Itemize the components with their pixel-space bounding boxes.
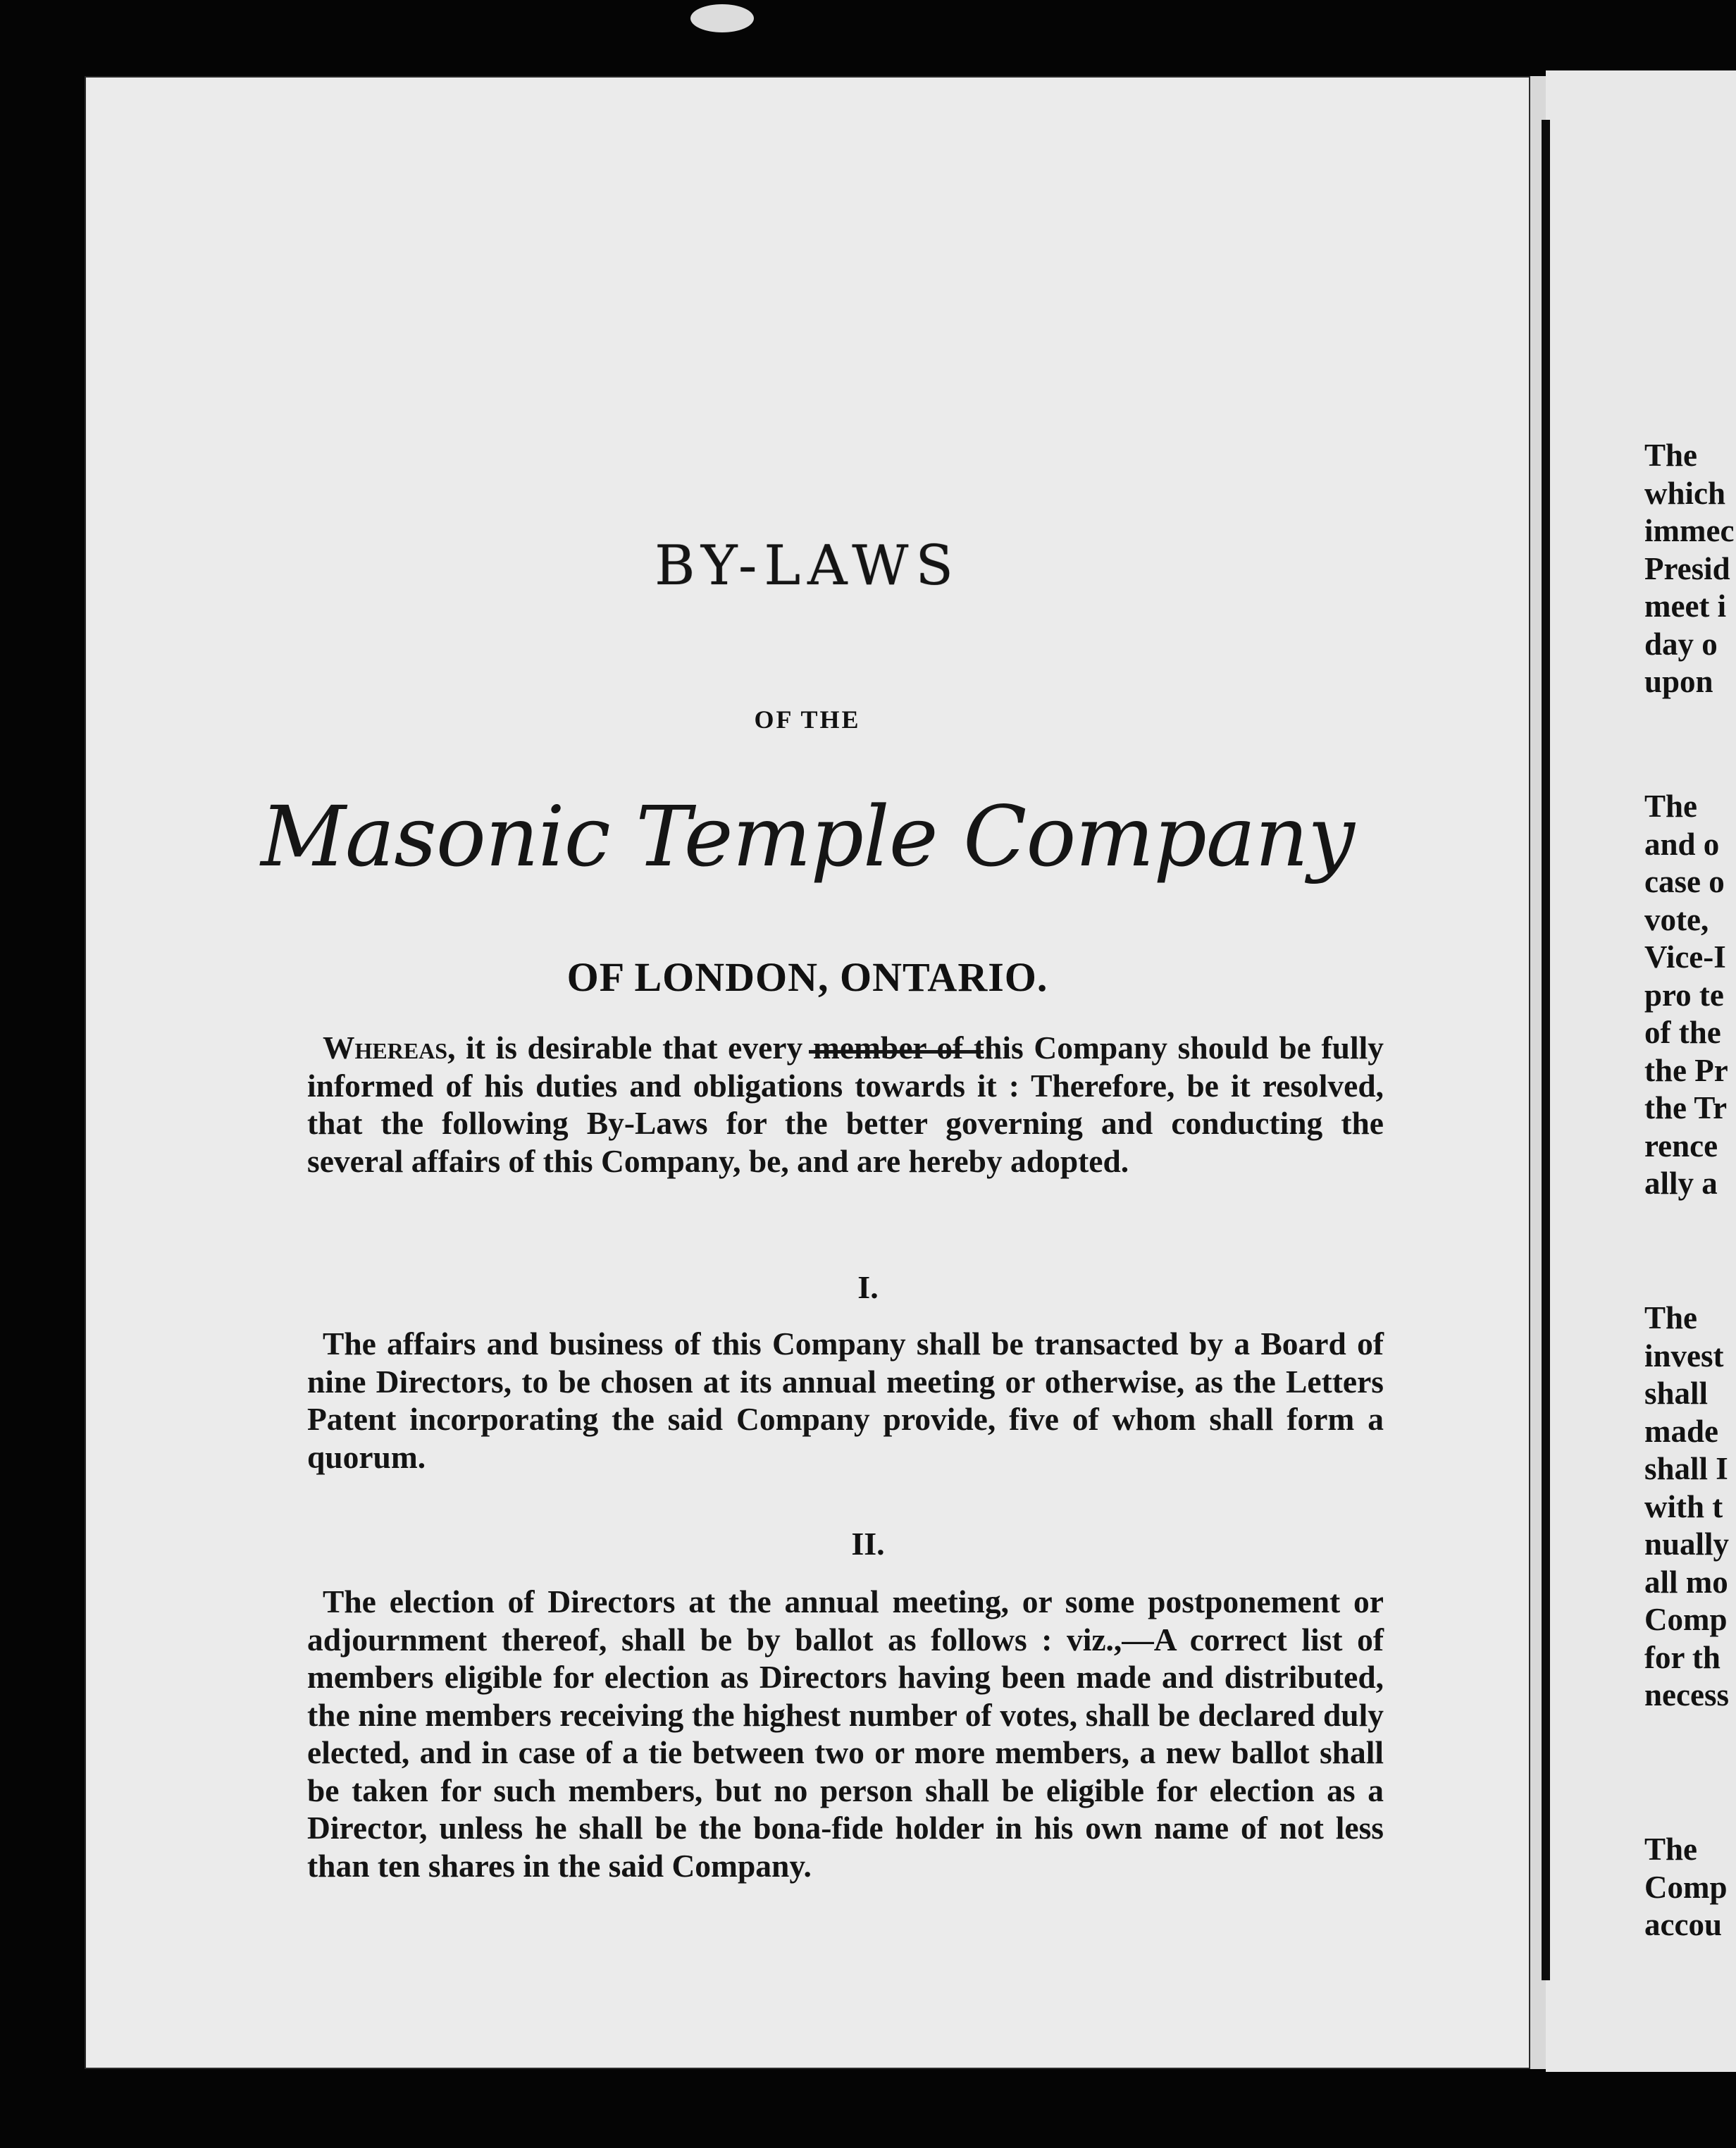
preamble-paragraph — [307, 1029, 1384, 1180]
gutter-shadow — [1542, 120, 1550, 1980]
adjacent-block-4: The Comp accou — [1644, 1832, 1728, 1942]
adjacent-page — [1546, 70, 1736, 2072]
location-line: OF LONDON, ONTARIO. — [566, 954, 1048, 1000]
section-2-text: The election of Directors at the annual meeting, or some postponement or adjournment thereof, shall be by ballot as follows : viz.,—A correct list of members eligible for election as Directors having been made and distributed, the nine members receiving the highest number of votes, shall be declared duly elected, and in case of a tie between two or more members, a new ballot shall be taken for such members, but no person shall be eligible for election as a Director, unless he shall be the bona-fide holder in his own name of not less than ten shares in the said Company. — [307, 1584, 1384, 1884]
section-numeral-2: II. — [851, 1526, 885, 1562]
adjacent-block-2: The and o case o vote, Vice-I pro te of the the Pr the Tr rence ally a — [1644, 789, 1728, 1201]
adjacent-block-1: The which immec Presid meet i day o upon — [1644, 438, 1735, 699]
adjacent-block-3: The invest shall made shall I with t nually all mo Comp for th necess — [1644, 1300, 1730, 1712]
section-1-text: The affairs and business of this Company shall be transacted by a Board of nine Directors, to be chosen at its annual meeting or otherwise, as the Letters Patent incorporating the said Company provide, five of whom shall form a quorum. — [307, 1326, 1384, 1475]
section-2-paragraph — [307, 1583, 1384, 1884]
section-1-paragraph — [307, 1325, 1384, 1476]
document-title: BY-LAWS — [655, 534, 960, 598]
scan-artifact — [690, 4, 754, 32]
company-name: Masonic Temple Company — [261, 788, 1354, 885]
preamble-text: it is desirable that every member of this Company should be fully informed of his duties and obligations towards it : Therefore, be it resolved, that the following By-Laws for the better governing and conducting the several affairs of this Company, be, and are hereby adopted. — [307, 1030, 1384, 1179]
section-numeral-1: I. — [857, 1269, 879, 1305]
preamble-lead: Whereas, — [323, 1030, 456, 1066]
of-the-line: OF THE — [754, 705, 861, 734]
